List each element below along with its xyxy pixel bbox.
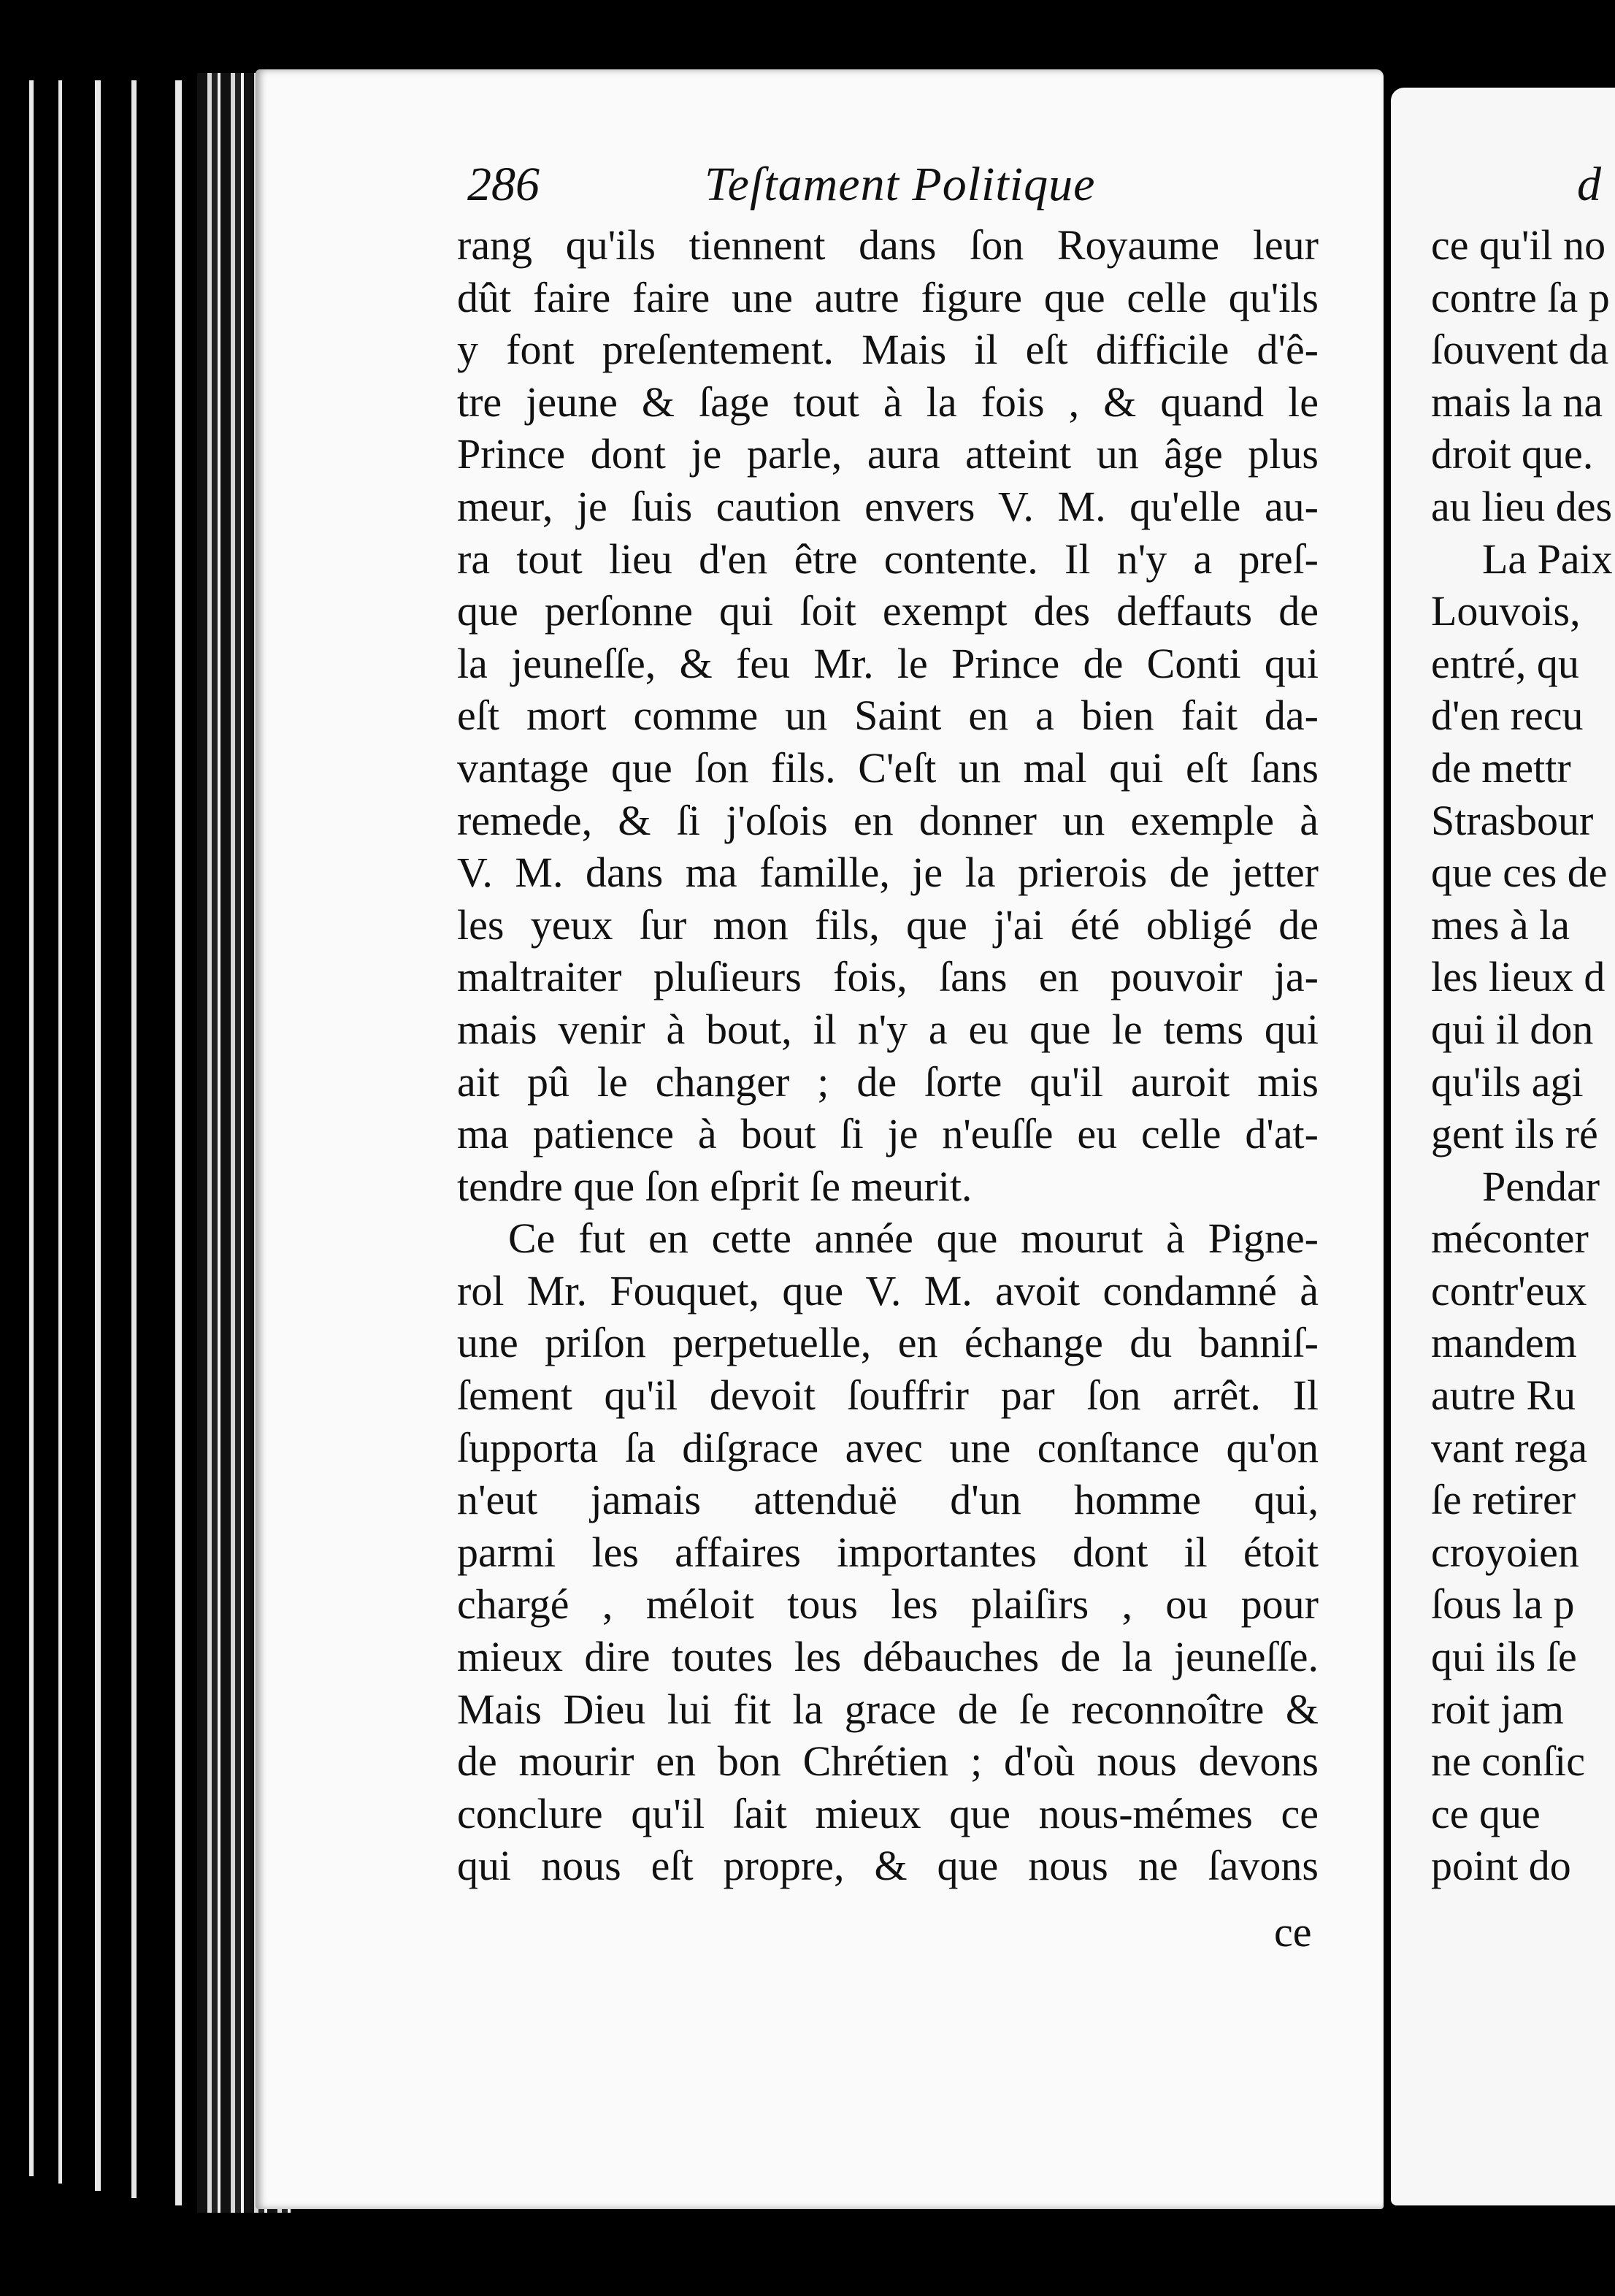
right-page-text: [1431, 219, 1613, 1892]
text-line: contre ſa p: [1431, 273, 1610, 321]
text-line: de mourir en bon Chrétien ; d'où nous devons: [457, 1737, 1319, 1786]
text-line: rol Mr. Fouquet, que V. M. avoit condamné à: [457, 1266, 1319, 1315]
text-line: les yeux ſur mon fils, que j'ai été obligé de: [457, 900, 1319, 949]
text-line: Mais Dieu lui fit la grace de ſe reconnoître &: [457, 1685, 1319, 1733]
text-line: qui ils ſe: [1431, 1633, 1577, 1681]
text-line: contr'eux: [1431, 1266, 1587, 1315]
text-line: Louvois,: [1431, 587, 1581, 635]
text-line: qu'ils agi: [1431, 1057, 1584, 1106]
text-line: Strasbour: [1431, 796, 1594, 844]
running-title: Teſtament Politique: [705, 158, 1096, 211]
text-line: de mettr: [1431, 743, 1571, 792]
text-line: Prince dont je parle, aura atteint un âge plus: [457, 430, 1319, 478]
text-line: parmi les affaires importantes dont il étoit: [457, 1528, 1319, 1576]
text-line: rang qu'ils tiennent dans ſon Royaume leur: [457, 221, 1319, 269]
text-line: autre Ru: [1431, 1371, 1576, 1420]
text-line: meur, je ſuis caution envers V. M. qu'elle au-: [457, 482, 1319, 530]
page-edge-line: [29, 80, 34, 2176]
text-line: ſouvent da: [1431, 326, 1609, 374]
text-line: méconter: [1431, 1214, 1589, 1263]
text-line: ne conſic: [1431, 1737, 1585, 1786]
text-line: mandem: [1431, 1319, 1577, 1367]
body-text: [457, 219, 1319, 1892]
text-line: maltraiter pluſieurs fois, ſans en pouvoir ja-: [457, 953, 1319, 1001]
text-line: entré, qu: [1431, 639, 1579, 687]
text-line: roit jam: [1431, 1685, 1565, 1733]
text-line: ma patience à bout ſi je n'euſſe eu celle d'at-: [457, 1110, 1319, 1158]
text-line: vant rega: [1431, 1423, 1588, 1472]
page-edge-line: [131, 80, 137, 2198]
text-line: remede, & ſi j'oſois en donner un exemple à: [457, 796, 1319, 844]
page-edge-line: [58, 80, 62, 2184]
text-line: ſe retirer: [1431, 1476, 1576, 1524]
text-line: ſement qu'il devoit ſouffrir par ſon arrêt. Il: [457, 1371, 1319, 1420]
text-line: ra tout lieu d'en être contente. Il n'y a preſ-: [457, 535, 1319, 583]
text-line: d'en recu: [1431, 692, 1584, 740]
text-line: eſt mort comme un Saint en a bien fait da-: [457, 692, 1319, 740]
text-line: point do: [1431, 1842, 1571, 1890]
text-line: une priſon perpetuelle, en échange du banniſ-: [457, 1319, 1319, 1367]
text-line: mes à la: [1431, 900, 1570, 949]
text-line: ſous la p: [1431, 1580, 1575, 1629]
text-line: V. M. dans ma famille, je la prierois de jetter: [457, 849, 1319, 897]
text-line: tre jeune & ſage tout à la fois , & quand le: [457, 378, 1319, 426]
text-line: la jeuneſſe, & feu Mr. le Prince de Conti qui: [457, 639, 1319, 687]
page-edge-line: [175, 80, 182, 2205]
text-line: dût faire faire une autre figure que celle qu'ils: [457, 273, 1319, 321]
text-line: n'eut jamais attenduë d'un homme qui,: [457, 1476, 1319, 1524]
page-number: 286: [467, 158, 540, 211]
text-line: Pendar: [1482, 1162, 1600, 1210]
text-line: ſupporta ſa diſgrace avec une conſtance qu'on: [457, 1423, 1319, 1472]
text-line: conclure qu'il ſait mieux que nous-mémes ce: [457, 1789, 1319, 1837]
text-line: mais la na: [1431, 378, 1603, 426]
text-line: ce qu'il no: [1431, 221, 1606, 269]
text-line: au lieu des: [1431, 482, 1613, 530]
text-line: gent ils ré: [1431, 1110, 1598, 1158]
text-line: droit que.: [1431, 430, 1594, 478]
page-edge-line: [95, 80, 101, 2191]
text-line: mieux dire toutes les débauches de la jeuneſſe.: [457, 1633, 1319, 1681]
right-running-title: d: [1577, 158, 1601, 211]
text-line: les lieux d: [1431, 953, 1606, 1001]
text-line: chargé , méloit tous les plaiſirs , ou pour: [457, 1580, 1319, 1629]
catchword: ce: [1274, 1908, 1312, 1956]
text-line: croyoien: [1431, 1528, 1579, 1576]
text-line: Ce fut en cette année que mourut à Pigne-: [508, 1214, 1319, 1263]
text-line: vantage que ſon fils. C'eſt un mal qui eſt ſans: [457, 743, 1319, 792]
text-line: mais venir à bout, il n'y a eu que le tems qui: [457, 1005, 1319, 1053]
text-line: ait pû le changer ; de ſorte qu'il auroit mis: [457, 1057, 1319, 1106]
text-line: qui nous eſt propre, & que nous ne ſavons: [457, 1842, 1319, 1890]
text-line: que ces de: [1431, 849, 1608, 897]
text-line: y font preſentement. Mais il eſt difficile d'ê-: [457, 326, 1319, 374]
text-line: tendre que ſon eſprit ſe meurit.: [457, 1162, 973, 1210]
text-line: que perſonne qui ſoit exempt des deffauts de: [457, 587, 1319, 635]
text-line: qui il don: [1431, 1005, 1594, 1053]
text-line: La Paix: [1482, 535, 1613, 583]
text-line: ce que: [1431, 1789, 1541, 1837]
